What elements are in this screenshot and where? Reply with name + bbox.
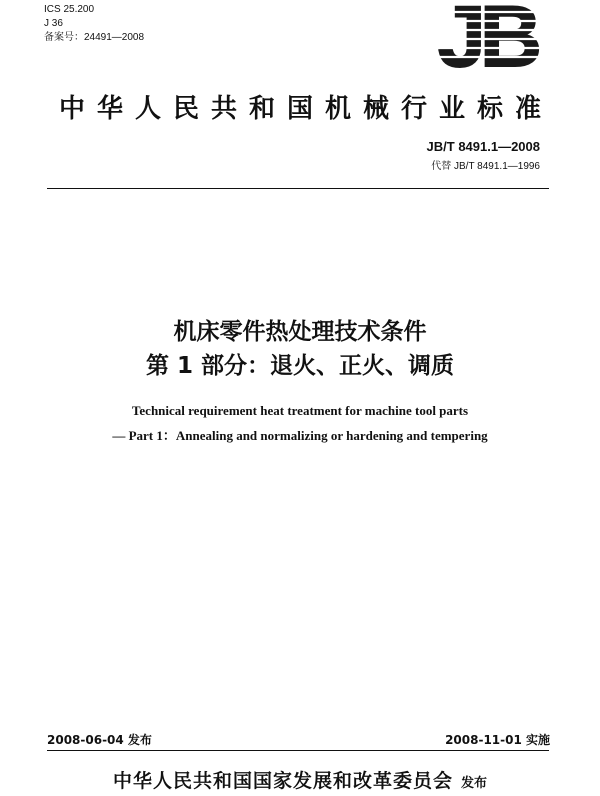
publisher-suffix: 发布 bbox=[461, 776, 488, 791]
effective-date: 2008-11-01 实施 bbox=[445, 733, 550, 747]
document-title-cn-line1: 机床零件热处理技术条件 bbox=[173, 319, 427, 345]
jb-logo-text: JB bbox=[438, 2, 536, 72]
header-divider bbox=[47, 188, 549, 189]
publisher-name: 中华人民共和国国家发展和改革委员会 bbox=[112, 770, 453, 792]
replaces-standard: 代替 JB/T 8491.1—1996 bbox=[431, 161, 540, 172]
issue-date: 2008-06-04 发布 bbox=[47, 733, 152, 747]
category-code: J 36 bbox=[44, 18, 63, 29]
standard-number: JB/T 8491.1—2008 bbox=[426, 139, 540, 154]
document-title-en-line2: — Part 1：Annealing and normalizing or hardening and tempering bbox=[112, 428, 488, 443]
ics-code: ICS 25.200 bbox=[44, 4, 95, 15]
standard-category-title: 中华人民共和国机械行业标准 bbox=[58, 94, 553, 124]
jb-logo bbox=[411, 2, 563, 72]
footer-divider bbox=[47, 750, 549, 751]
document-title-en-line1: Technical requirement heat treatment for machine tool parts bbox=[131, 403, 469, 418]
document-title-cn-line2: 第 1 部分：退火、正火、调质 bbox=[145, 353, 455, 379]
record-number: 备案号：24491—2008 bbox=[44, 32, 145, 43]
publisher-line bbox=[0, 766, 600, 793]
